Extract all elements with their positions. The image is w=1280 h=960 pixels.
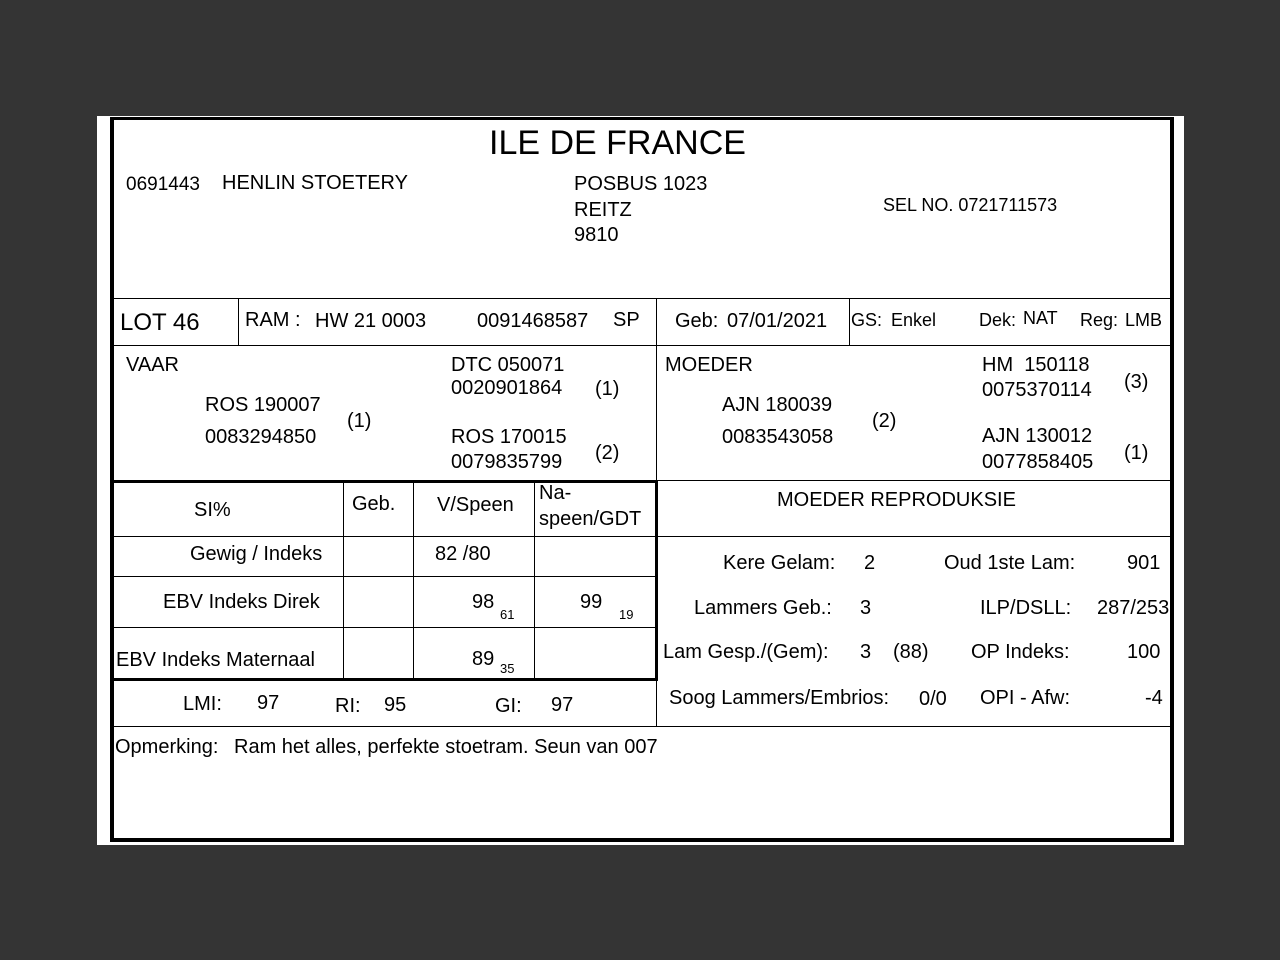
reg-label: Reg: bbox=[1080, 310, 1119, 330]
opi-value: -4 bbox=[1145, 687, 1163, 709]
owner-name: HENLIN STOETERY bbox=[222, 172, 408, 194]
col-naspeen-1: Na- bbox=[539, 482, 572, 504]
vaar-sire-number: 0020901864 bbox=[451, 377, 563, 399]
row2-naspeen: 99 bbox=[580, 591, 603, 613]
dek-label: Dek: bbox=[979, 310, 1017, 330]
rule-remarks-top bbox=[114, 726, 1170, 727]
vrule-geb bbox=[849, 298, 850, 345]
ram-label: RAM : bbox=[245, 309, 301, 331]
remarks-label: Opmerking: bbox=[115, 736, 219, 758]
moeder-dam-id: AJN 130012 bbox=[982, 425, 1093, 447]
vaar-dam-id: ROS 170015 bbox=[451, 426, 567, 448]
address-line-2: REITZ bbox=[574, 199, 632, 221]
vrule-lot bbox=[238, 298, 239, 345]
col-geb: Geb. bbox=[352, 493, 396, 515]
rule-perf-bold-bottom bbox=[114, 678, 656, 681]
rule-perf-header bbox=[114, 536, 1170, 537]
vrule-perf-3 bbox=[534, 481, 535, 678]
row3-vspeen: 89 bbox=[472, 648, 495, 670]
address-line-1: POSBUS 1023 bbox=[574, 173, 708, 195]
lmi-label: LMI: bbox=[183, 693, 222, 715]
moeder-dam-count: (1) bbox=[1124, 442, 1149, 464]
row3-vspeen-sub: 35 bbox=[500, 661, 515, 676]
ilp-value: 287/253 bbox=[1097, 597, 1170, 619]
sel-no: SEL NO. 0721711573 bbox=[883, 195, 1058, 215]
frame-right bbox=[1170, 117, 1174, 840]
vaar-id: ROS 190007 bbox=[205, 394, 321, 416]
ram-suffix: SP bbox=[613, 309, 640, 331]
owner-code: 0691443 bbox=[126, 174, 200, 195]
ram-number: 0091468587 bbox=[477, 310, 589, 332]
moeder-count: (2) bbox=[872, 410, 897, 432]
vaar-sire-id: DTC 050071 bbox=[451, 354, 565, 376]
gs-label: GS: bbox=[851, 310, 883, 330]
lmi-value: 97 bbox=[257, 692, 280, 714]
op-value: 100 bbox=[1127, 641, 1161, 663]
ri-value: 95 bbox=[384, 694, 407, 716]
col-si: SI% bbox=[194, 499, 231, 521]
rule-lot-top bbox=[114, 298, 1170, 299]
row2-vspeen: 98 bbox=[472, 591, 495, 613]
moeder-sire-count: (3) bbox=[1124, 371, 1149, 393]
op-label: OP Indeks: bbox=[971, 641, 1070, 663]
oud-label: Oud 1ste Lam: bbox=[944, 552, 1076, 574]
row2-label: EBV Indeks Direk bbox=[163, 591, 320, 613]
col-vspeen: V/Speen bbox=[437, 494, 514, 516]
row3-label: EBV Indeks Maternaal bbox=[116, 649, 315, 671]
rule-perf-bold-top bbox=[114, 481, 656, 483]
row1-label: Gewig / Indeks bbox=[190, 543, 323, 565]
lamgesp-label: Lam Gesp./(Gem): bbox=[663, 641, 829, 663]
row1-vspeen: 82 /80 bbox=[435, 543, 491, 565]
geb-date: 07/01/2021 bbox=[727, 310, 828, 332]
frame-left bbox=[110, 117, 114, 840]
vrule-perf-1 bbox=[343, 481, 344, 678]
moeder-number: 0083543058 bbox=[722, 426, 834, 448]
row2-vspeen-sub: 61 bbox=[500, 607, 515, 622]
gi-value: 97 bbox=[551, 694, 574, 716]
geb-label: Geb: bbox=[675, 310, 719, 332]
opi-label: OPI - Afw: bbox=[980, 687, 1071, 709]
vaar-dam-number: 0079835799 bbox=[451, 451, 563, 473]
repro-title: MOEDER REPRODUKSIE bbox=[777, 489, 1016, 511]
moeder-sire-number: 0075370114 bbox=[982, 379, 1092, 401]
kere-value: 2 bbox=[864, 552, 876, 574]
soog-label: Soog Lammers/Embrios: bbox=[669, 687, 890, 709]
oud-value: 901 bbox=[1127, 552, 1161, 574]
soog-value: 0/0 bbox=[919, 688, 947, 710]
row2-naspeen-sub: 19 bbox=[619, 607, 634, 622]
lamgesp-value: 3 bbox=[860, 641, 872, 663]
kere-label: Kere Gelam: bbox=[723, 552, 836, 574]
vaar-label: VAAR bbox=[126, 354, 179, 376]
gs-value: Enkel bbox=[891, 310, 937, 330]
remarks-text: Ram het alles, perfekte stoetram. Seun van 007 bbox=[234, 736, 658, 758]
rule-perf-row2 bbox=[114, 627, 656, 628]
frame-top bbox=[110, 117, 1173, 120]
frame-bottom bbox=[110, 838, 1174, 842]
ilp-label: ILP/DSLL: bbox=[980, 597, 1072, 619]
ram-id: HW 21 0003 bbox=[315, 310, 427, 332]
moeder-sire-id: HM 150118 bbox=[982, 354, 1090, 376]
vaar-dam-count: (2) bbox=[595, 442, 620, 464]
vaar-count: (1) bbox=[347, 410, 372, 432]
col-naspeen-2: speen/GDT bbox=[539, 508, 642, 530]
vrule-perf-thick bbox=[655, 481, 658, 681]
moeder-dam-number: 0077858405 bbox=[982, 451, 1094, 473]
vaar-sire-count: (1) bbox=[595, 378, 620, 400]
rule-perf-row1 bbox=[114, 576, 656, 577]
lammers-value: 3 bbox=[860, 597, 872, 619]
vaar-number: 0083294850 bbox=[205, 426, 317, 448]
vrule-perf-2 bbox=[413, 481, 414, 678]
address-line-3: 9810 bbox=[574, 224, 619, 246]
gi-label: GI: bbox=[495, 695, 522, 717]
rule-lot-bottom bbox=[114, 345, 1170, 346]
dek-value: NAT bbox=[1023, 308, 1058, 328]
lot-card bbox=[97, 116, 1184, 845]
reg-value: LMB bbox=[1125, 310, 1163, 330]
breed-title: ILE DE FRANCE bbox=[489, 124, 746, 162]
lammers-label: Lammers Geb.: bbox=[694, 597, 832, 619]
moeder-label: MOEDER bbox=[665, 354, 753, 376]
moeder-id: AJN 180039 bbox=[722, 394, 833, 416]
ri-label: RI: bbox=[335, 695, 361, 717]
lot-number: LOT 46 bbox=[120, 309, 200, 336]
lamgesp-gem: (88) bbox=[893, 641, 929, 663]
